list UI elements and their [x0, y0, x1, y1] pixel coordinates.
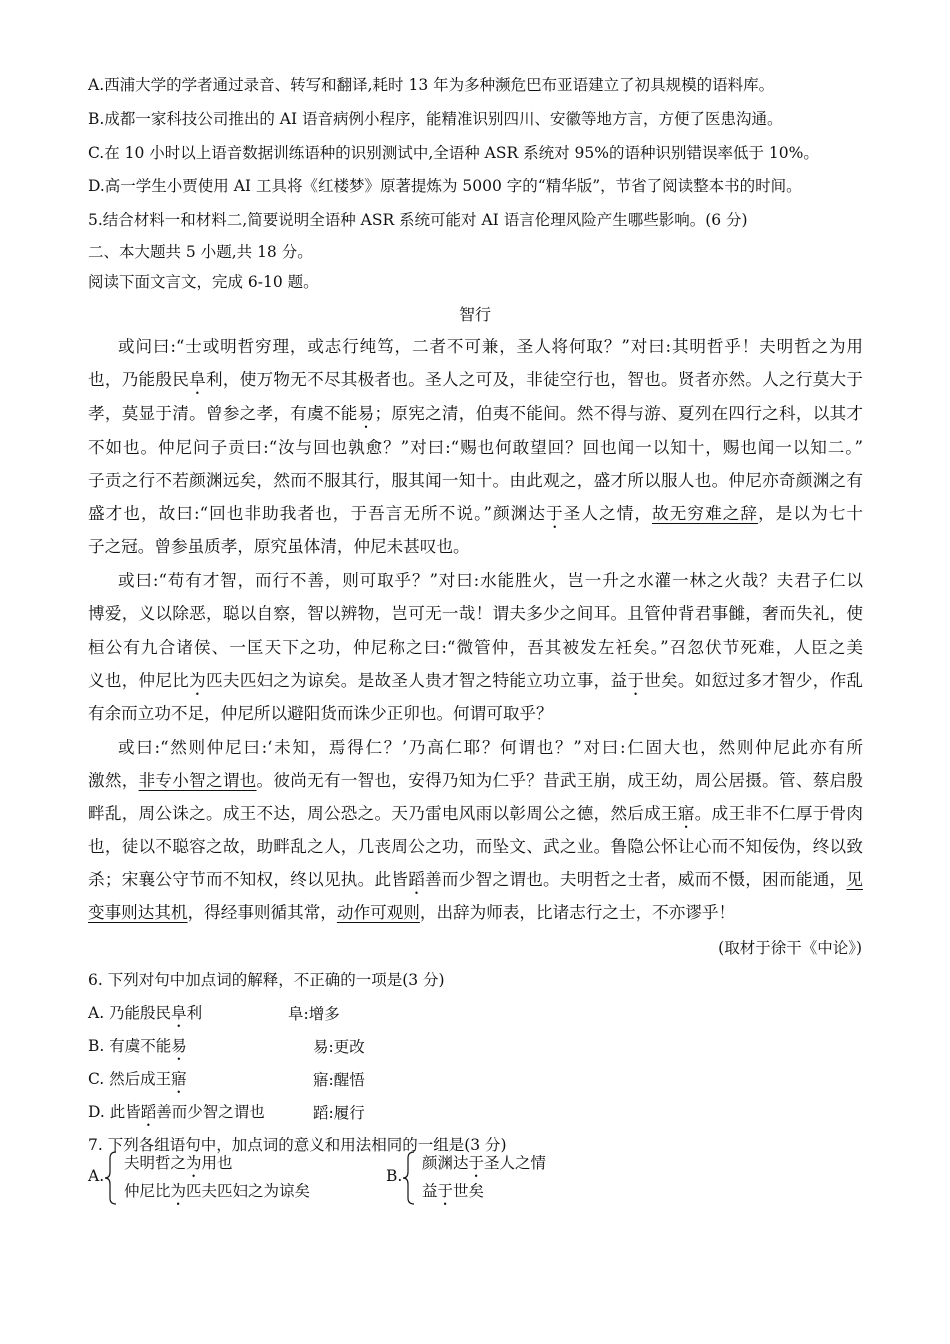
dotted-word: 寤 [171, 1070, 187, 1088]
p1-line: 不如也。仲尼问子贡曰:“汝与回也孰愈？”对曰:“赐也何敢望回？回也闻一以知十，赐也闻一以知二。” [88, 438, 863, 457]
q6-option-b-gloss: 易:更改 [313, 1038, 365, 1056]
p1-line: 子贡之行不若颜渊远矣，然而不服其行，服其闻一知十。由此观之，盛才所以服人也。仲尼亦奇颜渊之有 [88, 471, 863, 490]
p1-line: 子之冠。曾参虽质孝，原究虽体清，仲尼未甚叹也。 [88, 537, 470, 556]
underlined-phrase: 非专小智之谓也 [138, 771, 257, 790]
dotted-word: 易 [171, 1037, 187, 1055]
text-run: 利 [186, 1004, 203, 1022]
dotted-word: 蹈 [408, 870, 426, 889]
dotted-word: 于 [627, 671, 645, 690]
text-run: ，是以为七十 [758, 504, 864, 523]
text-run: 世矣。如愆过多才智少，作乱 [644, 671, 864, 690]
q6-option-a-gloss: 阜:增多 [288, 1005, 340, 1023]
text-run: 杀；宋襄公守节而不知权，终以见执。此皆 [88, 870, 409, 889]
text-run: 颜渊达 [422, 1154, 469, 1172]
text-run: 也，乃能殷民 [88, 370, 190, 389]
text-run: 。彼尚无有一智也，安得乃知为仁乎？昔武王崩，成王幼，周公居摄。管、蔡启殷 [256, 771, 864, 790]
q7-option-a-letter: A. [88, 1167, 105, 1185]
underlined-phrase: 见 [846, 870, 864, 889]
dotted-word: 寤 [677, 804, 695, 823]
left-brace-icon [402, 1150, 416, 1206]
q7-b-sentence-1 [422, 1151, 546, 1181]
section-2-heading: 二、本大题共 5 小题,共 18 分。 [88, 243, 313, 261]
dotted-word: 为 [186, 1154, 202, 1172]
option-d-text: D.高一学生小贾使用 AI 工具将《红楼梦》原著提炼为 5000 字的“精华版”，节省了阅读整本书的时间。 [88, 177, 802, 195]
text-run: 义也，仲尼比 [88, 671, 190, 690]
text-run: ，出辞为师表，比诸志行之士，不亦谬乎！ [419, 903, 736, 922]
option-c-text: C.在 10 小时以上语音数据训练语种的识别测试中,全语种 ASR 系统对 95%的语种识别错误率低于 10%。 [88, 144, 819, 162]
text-run: A. 乃能殷民 [88, 1004, 172, 1022]
text-run: 。成王非不仁厚于骨肉 [694, 804, 864, 823]
p2-line: 有余而立功不足，仲尼所以避阳货而诛少正卯也。何谓可取乎？ [88, 704, 553, 723]
text-run: 盛才也，故曰:“回也非助我者也，于吾言无所不说。”颜渊达 [88, 504, 547, 523]
p2-line: 博爱，义以除恶，聪以自察，智以辨物，岂可无一哉！谓夫多少之间耳。且管仲背君事雠，奢而失礼，使 [88, 604, 863, 623]
p3-line: 也，徒以不聪容之故，助畔乱之人，几丧周公之功，而坠文、武之业。鲁隐公怀让心而不知佞伪，终以致 [88, 837, 863, 856]
p2-line: 或曰:“苟有才智，而行不善，则可取乎？”对曰:水能胜火，岂一升之水灌一林之火哉？夫君子仁以 [118, 571, 863, 590]
dotted-word: 于 [546, 504, 564, 523]
text-run: 孝，莫显于清。曾参之孝，有虞不能 [88, 404, 358, 423]
dotted-word: 为 [189, 671, 206, 690]
text-run: ，得经事则循其常， [187, 903, 337, 922]
p3-line [88, 770, 863, 792]
dotted-word: 阜 [189, 370, 206, 389]
dotted-word: 蹈 [140, 1103, 157, 1121]
text-run: D. 此皆 [88, 1103, 141, 1121]
q7-option-b-letter: B. [386, 1167, 403, 1185]
p1-line [88, 403, 863, 432]
dotted-word: 于 [468, 1154, 485, 1172]
q6-option-b [88, 1035, 187, 1064]
text-run: 圣人之情， [563, 504, 653, 523]
text-run: 圣人之情 [484, 1154, 547, 1172]
section-2-instruction: 阅读下面文言文，完成 6-10 题。 [88, 273, 319, 291]
q6-option-c-gloss: 寤:醒悟 [313, 1071, 365, 1089]
passage-source: (取材于徐干《中论》) [718, 939, 862, 957]
dotted-word: 为 [170, 1182, 187, 1200]
p3-line: 或曰:“然则仲尼曰:‘未知，焉得仁？’乃高仁耶？何谓也？”对曰:仁固大也，然则仲尼此亦有所 [118, 738, 863, 757]
q6-option-d [88, 1101, 265, 1130]
p2-line [88, 670, 863, 699]
text-run: 畔乱，周公诛之。成王不达，周公恐之。天乃雷电风雨以彰周公之德，然后成王 [88, 804, 678, 823]
p3-line [88, 803, 863, 832]
left-brace-icon [104, 1150, 118, 1206]
q7-b-sentence-2 [422, 1179, 484, 1209]
underlined-phrase: 变事则达其机 [88, 903, 188, 922]
underlined-phrase: 故无穷难之辞 [652, 504, 759, 523]
q7-a-sentence-2 [124, 1179, 310, 1209]
q7-a-sentence-1 [124, 1151, 233, 1181]
dotted-word: 于 [437, 1182, 454, 1200]
p2-line: 桓公有九合诸侯、一匡天下之功，仲尼称之曰:“微管仲，吾其被发左衽矣。”召忽伏节死难，人臣之美 [88, 638, 863, 657]
q6-option-c [88, 1068, 187, 1097]
question-7-stem: 7. 下列各组语句中，加点词的意义和用法相同的一组是(3 分) [88, 1136, 507, 1154]
text-run: 利，使万物无不尽其极者也。圣人之可及，非徒空行也，智也。贤者亦然。人之行莫大于 [205, 370, 864, 389]
text-run: 激然， [88, 771, 139, 790]
text-run: C. 然后成王 [88, 1070, 172, 1088]
q7-option-b-group [402, 1150, 602, 1206]
p1-line [88, 369, 863, 398]
option-a-text: A.西浦大学的学者通过录音、转写和翻译,耗时 13 年为多种濒危巴布亚语建立了初具规模的语料库。 [88, 76, 775, 94]
text-run: 益 [422, 1182, 438, 1200]
question-6-stem: 6. 下列对句中加点词的解释，不正确的一项是(3 分) [88, 971, 445, 989]
q6-option-a [88, 1002, 202, 1031]
text-run: 匹夫匹妇之为谅矣。是故圣人贵才智之特能立功立事，益 [205, 671, 628, 690]
p1-line [88, 503, 863, 532]
question-5: 5.结合材料一和材料二,简要说明全语种 ASR 系统可能对 AI 语言伦理风险产生哪些影响。(6 分) [88, 211, 748, 229]
p1-line: 或问曰:“士或明哲穷理，或志行纯笃，二者不可兼，圣人将何取？”对曰:其明哲乎！夫明哲之为用 [118, 337, 863, 356]
text-run: ；原宪之清，伯夷不能间。然不得与游、夏列在四行之科，以其才 [374, 404, 864, 423]
text-run: 用也 [201, 1154, 233, 1172]
text-run: 夫明哲之 [124, 1154, 187, 1172]
dotted-word: 易 [357, 404, 375, 423]
text-run: B. 有虞不能 [88, 1037, 172, 1055]
text-run: 仲尼比 [124, 1182, 171, 1200]
q6-option-d-gloss: 蹈:履行 [313, 1104, 365, 1122]
text-run: 善而少智之谓也。夫明哲之士者，威而不慑，困而能通， [425, 870, 847, 889]
underlined-phrase: 动作可观则 [336, 903, 420, 922]
text-run: 世矣 [453, 1182, 485, 1200]
text-run: 善而少智之谓也 [156, 1103, 265, 1121]
dotted-word: 阜 [171, 1004, 187, 1022]
q7-option-a-group [104, 1150, 364, 1206]
option-b-text: B.成都一家科技公司推出的 AI 语音病例小程序，能精准识别四川、安徽等地方言，方便了医患沟通。 [88, 110, 783, 128]
p3-line [88, 902, 863, 924]
text-run: 匹夫匹妇之为谅矣 [186, 1182, 311, 1200]
passage-title: 智行 [458, 305, 491, 324]
p3-line [88, 869, 863, 898]
